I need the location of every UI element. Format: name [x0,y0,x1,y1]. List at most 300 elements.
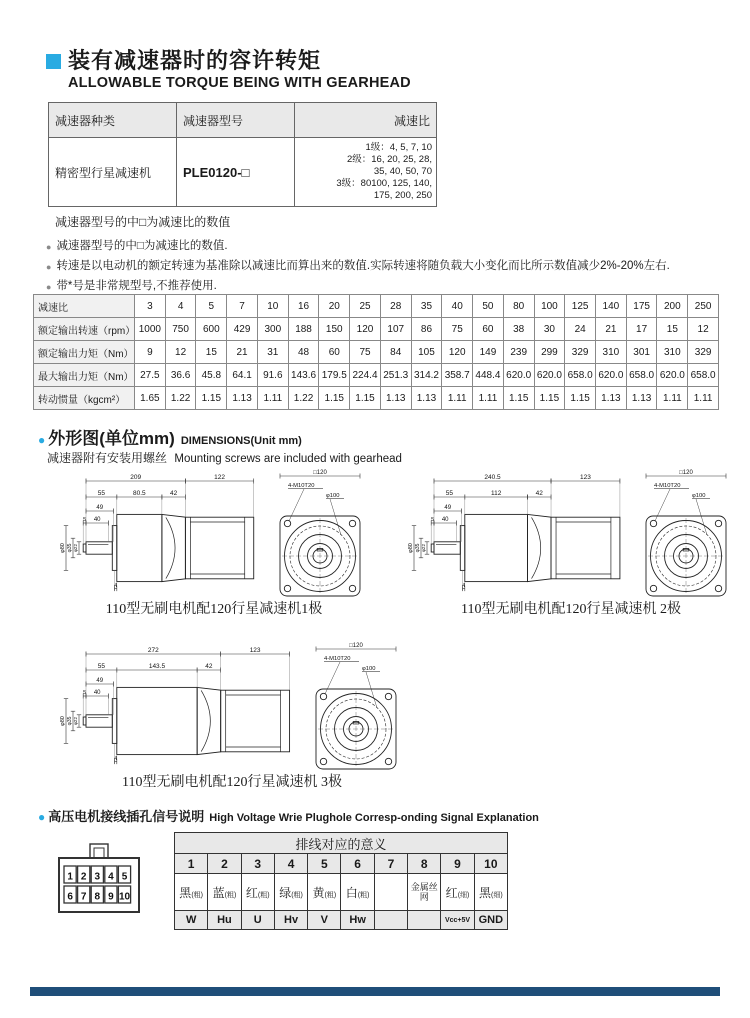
spec-cell: 620.0 [657,364,688,387]
wire-color-cell [175,874,208,911]
drawing-caption: 110型无刷电机配120行星减速机 3极 [122,775,342,790]
drawing-shape [460,526,465,571]
drawing-1-stage [58,468,370,618]
spec-cell: 1.11 [442,387,473,410]
drawing-shape [385,693,391,699]
spec-cell: 1.15 [503,387,534,410]
dimension-label: 5 [121,871,128,883]
dimension-label: φ22 [421,544,427,552]
drawing-shape [284,520,290,526]
wire-color-text: 黑 [478,885,491,900]
drawing-shape [320,693,326,699]
drawing-shape [551,517,620,579]
spec-cell: 30 [534,318,565,341]
signal-cell [408,911,441,930]
spec-cell: 7 [227,295,258,318]
wire-thickness-text: (细) [457,891,470,899]
spec-cell: 1.15 [350,387,381,410]
spec-cell: 1.13 [380,387,411,410]
spec-cell: 658.0 [565,364,596,387]
spec-row [34,295,719,318]
spec-cell: 239 [503,341,534,364]
spec-cell: 60 [473,318,504,341]
dimension-label: 40 [93,517,101,524]
wire-thickness-text: (细) [491,891,503,899]
wire-color-cell [441,874,474,911]
drawing-shape [201,690,210,751]
dimensions-heading-cn: 外形图(单位mm) [48,429,175,448]
spec-cell: 91.6 [257,364,288,387]
spec-cell: 314.2 [411,364,442,387]
drawing-shape [349,520,355,526]
spec-cell: 120 [442,341,473,364]
spec-cell: 16 [288,295,319,318]
wiring-heading [38,806,539,825]
dimension-label: 272 [147,647,159,655]
drawing-caption: 110型无刷电机配120行星减速机1极 [105,602,323,617]
drawing-2-stage [406,468,736,618]
note-item [46,260,718,274]
dimension-label: 112 [490,490,502,498]
pin-number-cell: 3 [241,854,274,874]
spec-cell: 620.0 [596,364,627,387]
wire-color-text: 绿 [279,885,292,900]
spec-cell: 12 [165,341,196,364]
drawing-shape [650,585,656,591]
dimension-label: 49 [96,505,104,512]
dimension-label: 40 [93,690,101,697]
bullet-icon: ● [46,282,52,292]
dimension-label: 10 [118,891,131,903]
spec-cell: 75 [442,318,473,341]
spec-row [34,387,719,410]
drawing-shape [162,514,186,581]
page-title-block [46,49,411,91]
spec-cell: 750 [165,318,196,341]
spec-cell: 4 [165,295,196,318]
spec-cell: 86 [411,318,442,341]
note-text: 减速器型号的中□为减速比的数值. [56,240,228,252]
spec-cell: 300 [257,318,288,341]
wire-thickness-text: (粗) [224,891,237,899]
dimension-label: φ80 [60,543,67,553]
wire-color-cell [408,874,441,911]
dimension-label: 4 [114,582,118,589]
spec-cell: 3 [135,295,166,318]
pin-number-cell: 1 [175,854,208,874]
drawing-shape [221,690,290,752]
ratio-line: 175, 200, 250 [373,190,432,201]
section-square-icon [46,54,61,69]
connector-drawing-block [52,840,146,930]
spec-cell: 15 [657,318,688,341]
side-view-drawing [58,468,260,598]
dimension-label: 240.5 [484,474,501,482]
bullet-icon: ● [46,262,52,272]
drawing-shape [90,844,108,858]
ratio-line: 3级：80100, 125, 140, [336,178,432,189]
spec-cell: 28 [380,295,411,318]
spec-cell: 24 [565,318,596,341]
dimension-label: 40 [441,517,449,524]
drawing-shape [650,520,656,526]
spec-cell: 251.3 [380,364,411,387]
dimension-label: φ80 [60,716,67,726]
dimension-label: 4-M10T20 [654,483,681,489]
dimension-label: 123 [580,474,591,482]
spec-cell: 329 [565,341,596,364]
dimension-label: φ100 [362,666,376,672]
pin-number-cell: 4 [274,854,307,874]
wire-color-cell [341,874,374,911]
wire-color-text: 黑 [179,885,192,900]
gearhead-model-cell: PLE0120-□ [177,138,295,207]
side-view-drawing [58,641,296,771]
spec-cell: 1.11 [657,387,688,410]
spec-cell: 250 [688,295,719,318]
specification-table [33,294,719,410]
signal-cell: Hv [274,911,307,930]
spec-cell: 1.22 [288,387,319,410]
spec-cell: 149 [473,341,504,364]
wire-color-cell [474,874,507,911]
spec-cell: 10 [257,295,288,318]
spec-cell: 31 [257,341,288,364]
spec-cell: 429 [227,318,258,341]
drawing-shape [185,517,253,579]
drawing-shape [197,687,221,754]
dimension-label: φ100 [692,493,706,499]
drawing-shape [86,715,112,727]
wire-thickness-text: (粗) [357,891,370,899]
dimension-label: φ22 [73,544,79,552]
reduction-ratio-cell [295,138,437,207]
wiring-heading-cn: 高压电机接线插孔信号说明 [48,809,205,824]
ratio-line: 35, 40, 50, 70 [373,166,432,177]
front-flange-view [302,641,406,771]
spec-cell: 45.8 [196,364,227,387]
drawing-shape [696,499,707,535]
spec-cell: 120 [350,318,381,341]
dimensions-heading [38,424,302,449]
spec-cell: 1.65 [135,387,166,410]
spec-row [34,318,719,341]
spec-cell: 21 [596,318,627,341]
spec-table-block [33,294,719,410]
dimension-label: 55 [445,490,454,498]
dimension-label: 4 [462,582,466,589]
dimension-label: 4 [114,755,118,762]
pin-number-cell: 10 [474,854,507,874]
spec-cell: 60 [319,341,350,364]
dimension-label: φ35 [67,716,74,726]
drawing-shape [112,699,117,744]
dimensions-note-en: Mounting screws are included with gearhead [174,453,402,465]
drawing-shape [528,514,552,581]
dimension-label: 209 [130,474,142,482]
spec-cell: 329 [688,341,719,364]
spec-cell: 620.0 [534,364,565,387]
spec-cell: 12 [688,318,719,341]
dimension-label: 4-M10T20 [288,483,315,489]
spec-cell: 1000 [135,318,166,341]
drawing-shape [320,758,326,764]
wire-color-text: 黄 [312,885,325,900]
col-header-gearhead-model: 减速器型号 [177,103,295,138]
dimension-label: 42 [535,490,543,498]
spec-row-label: 减速比 [34,295,135,318]
drawing-shape [117,687,197,754]
spec-cell: 17 [626,318,657,341]
spec-cell: 35 [411,295,442,318]
spec-cell: 150 [319,318,350,341]
dimension-label: 4-M10T20 [324,656,351,662]
wire-thickness-text: (粗) [291,891,303,899]
spec-cell: 1.11 [257,387,288,410]
dimension-label: 5 [83,517,87,524]
spec-cell: 200 [657,295,688,318]
wire-thickness-text: (粗) [191,891,203,899]
pin-number-cell: 7 [374,854,407,874]
page-title: 装有减速器时的容许转矩 [68,48,322,73]
spec-cell: 75 [350,341,381,364]
spec-cell: 105 [411,341,442,364]
signal-cell: Hu [208,911,241,930]
spec-cell: 20 [319,295,350,318]
signal-cell [374,911,407,930]
note-text: 带*号是非常规型号,不推荐使用. [56,280,217,292]
wire-color-cell [308,874,341,911]
drawing-shape [349,585,355,591]
col-header-reduction-ratio: 减速比 [295,103,437,138]
spec-cell: 21 [227,341,258,364]
dimension-label: 7 [80,891,87,903]
wiring-table-title: 排线对应的意义 [175,833,508,854]
spec-cell: 40 [442,295,473,318]
connector-plug-drawing [52,840,146,920]
spec-cell: 143.6 [288,364,319,387]
spec-row-label: 最大输出力矩（Nm） [34,364,135,387]
wire-color-text: 蓝 [212,885,225,900]
dimension-label: φ80 [408,543,415,553]
spec-cell: 310 [596,341,627,364]
dimension-label: 122 [214,474,225,482]
drawing-shape [434,542,460,554]
dimension-label: 49 [444,505,452,512]
dimension-label: □120 [313,470,327,477]
spec-cell: 1.13 [411,387,442,410]
dimension-label: φ35 [67,543,74,553]
dimension-label: □120 [679,470,693,477]
spec-cell: 1.13 [596,387,627,410]
dimension-label: 5 [83,690,87,697]
ratio-line: 1级：4, 5, 7, 10 [365,142,432,153]
gearhead-table-caption: 减速器型号的中□为减速比的数值 [55,215,231,229]
spec-cell: 1.13 [626,387,657,410]
spec-cell: 1.15 [565,387,596,410]
wire-color-text: 红 [245,885,258,900]
spec-cell: 64.1 [227,364,258,387]
spec-cell: 224.4 [350,364,381,387]
drawing-shape [86,542,112,554]
dimension-label: 5 [431,517,435,524]
drawing-shape [94,848,104,858]
spec-cell: 27.5 [135,364,166,387]
spec-cell: 5 [196,295,227,318]
dimension-label: 42 [205,663,213,671]
wire-color-cell [208,874,241,911]
spec-cell: 448.4 [473,364,504,387]
spec-cell: 9 [135,341,166,364]
note-item [46,240,718,254]
wire-color-text: 白 [345,885,358,900]
spec-cell: 100 [534,295,565,318]
spec-cell: 600 [196,318,227,341]
col-header-gearhead-type: 减速器种类 [49,103,177,138]
page-title-en: ALLOWABLE TORQUE BEING WITH GEARHEAD [68,75,411,91]
spec-cell: 25 [350,295,381,318]
note-text: 转速是以电动机的额定转速为基准除以减速比而算出来的数值.实际转速将随负载大小变化而比所示数值减少2%-20%左右. [56,260,670,272]
spec-cell: 358.7 [442,364,473,387]
signal-cell: W [175,911,208,930]
wire-thickness-text: (粗) [257,891,270,899]
dimension-label: φ100 [326,493,340,499]
wire-color-text: 红 [445,885,458,900]
drawing-shape [330,499,341,535]
spec-cell: 188 [288,318,319,341]
spec-cell: 84 [380,341,411,364]
dimension-label: 42 [170,490,178,498]
wire-color-cell [241,874,274,911]
footer-bar [30,987,720,996]
dimensions-heading-en: DIMENSIONS(Unit mm) [180,435,302,447]
dimension-label: 4 [108,871,114,883]
spec-row [34,341,719,364]
dimension-label: φ22 [73,717,79,725]
drawing-caption: 110型无刷电机配120行星减速机 2极 [461,602,681,617]
pin-number-cell: 2 [208,854,241,874]
dimensions-note [47,449,402,466]
spec-row [34,364,719,387]
spec-cell: 15 [196,341,227,364]
signal-cell: GND [474,911,507,930]
drawings-row-1 [58,468,736,618]
spec-cell: 310 [657,341,688,364]
wiring-block [52,832,508,930]
dimension-label: 6 [67,891,73,903]
spec-cell: 1.22 [165,387,196,410]
drawing-shape [465,514,528,581]
front-flange-view [266,468,370,598]
spec-cell: 301 [626,341,657,364]
spec-cell: 620.0 [503,364,534,387]
spec-cell: 1.13 [227,387,258,410]
gearhead-table-block [48,102,437,230]
gearhead-type-cell: 精密型行星减速机 [49,138,177,207]
wiring-heading-en: High Voltage Wrie Plughole Corresp-onding Signal Explanation [209,812,539,824]
dimension-label: □120 [349,643,363,650]
pin-number-cell: 6 [341,854,374,874]
spec-cell: 1.11 [473,387,504,410]
signal-cell: U [241,911,274,930]
wire-color-cell [274,874,307,911]
dimension-label: φ35 [415,543,422,553]
dimension-label: 9 [108,891,114,903]
wire-color-cell [374,874,407,911]
spec-cell: 658.0 [688,364,719,387]
dimension-label: 1 [67,871,73,883]
spec-cell: 1.15 [319,387,350,410]
spec-cell: 38 [503,318,534,341]
spec-cell: 107 [380,318,411,341]
drawing-shape [112,526,117,571]
dimension-label: 143.5 [148,663,166,671]
spec-cell: 140 [596,295,627,318]
spec-cell: 125 [565,295,596,318]
drawing-shape [715,520,721,526]
spec-cell: 1.11 [688,387,719,410]
dimension-label: 2 [80,871,87,883]
dimension-label: 123 [249,647,261,655]
side-view-drawing [406,468,626,598]
signal-cell: Vcc+5V [441,911,474,930]
drawing-3-stage [58,641,406,791]
drawing-shape [385,758,391,764]
pin-number-cell: 8 [408,854,441,874]
drawings-row-2 [58,641,406,791]
spec-cell: 48 [288,341,319,364]
bullet-icon: ● [38,810,46,824]
spec-row-label: 额定输出力矩（Nm） [34,341,135,364]
bullet-icon: ● [38,433,46,447]
ratio-line: 2级：16, 20, 25, 28, [346,154,432,165]
spec-cell: 658.0 [626,364,657,387]
spec-cell: 80 [503,295,534,318]
dimension-label: 55 [97,663,106,671]
front-flange-view [632,468,736,598]
spec-row-label: 额定输出转速（rpm） [34,318,135,341]
wire-thickness-text: (粗) [324,891,337,899]
pin-number-cell: 9 [441,854,474,874]
spec-cell: 175 [626,295,657,318]
drawing-shape [532,517,541,578]
signal-cell: V [308,911,341,930]
drawing-shape [715,585,721,591]
signal-cell: Hw [341,911,374,930]
drawing-shape [284,585,290,591]
spec-cell: 179.5 [319,364,350,387]
dimension-label: 49 [96,678,104,685]
gearhead-ratio-table [48,102,437,207]
drawing-shape [117,514,162,581]
drawing-shape [166,517,175,578]
spec-cell: 299 [534,341,565,364]
spec-row-label: 转动惯量（kgcm²） [34,387,135,410]
drawing-shape [366,672,377,708]
dimension-label: 55 [97,490,106,498]
pin-number-cell: 5 [308,854,341,874]
dimension-label: 80.5 [133,490,146,498]
spec-cell: 1.15 [196,387,227,410]
bullet-icon: ● [46,242,52,252]
spec-cell: 36.6 [165,364,196,387]
dimension-label: 3 [94,871,101,883]
note-item [46,280,718,294]
dimensions-note-cn: 减速器附有安装用螺丝 [47,451,168,465]
wiring-signal-table [174,832,508,930]
spec-cell: 1.15 [534,387,565,410]
wire-color-text: 金属丝网 [410,882,438,902]
